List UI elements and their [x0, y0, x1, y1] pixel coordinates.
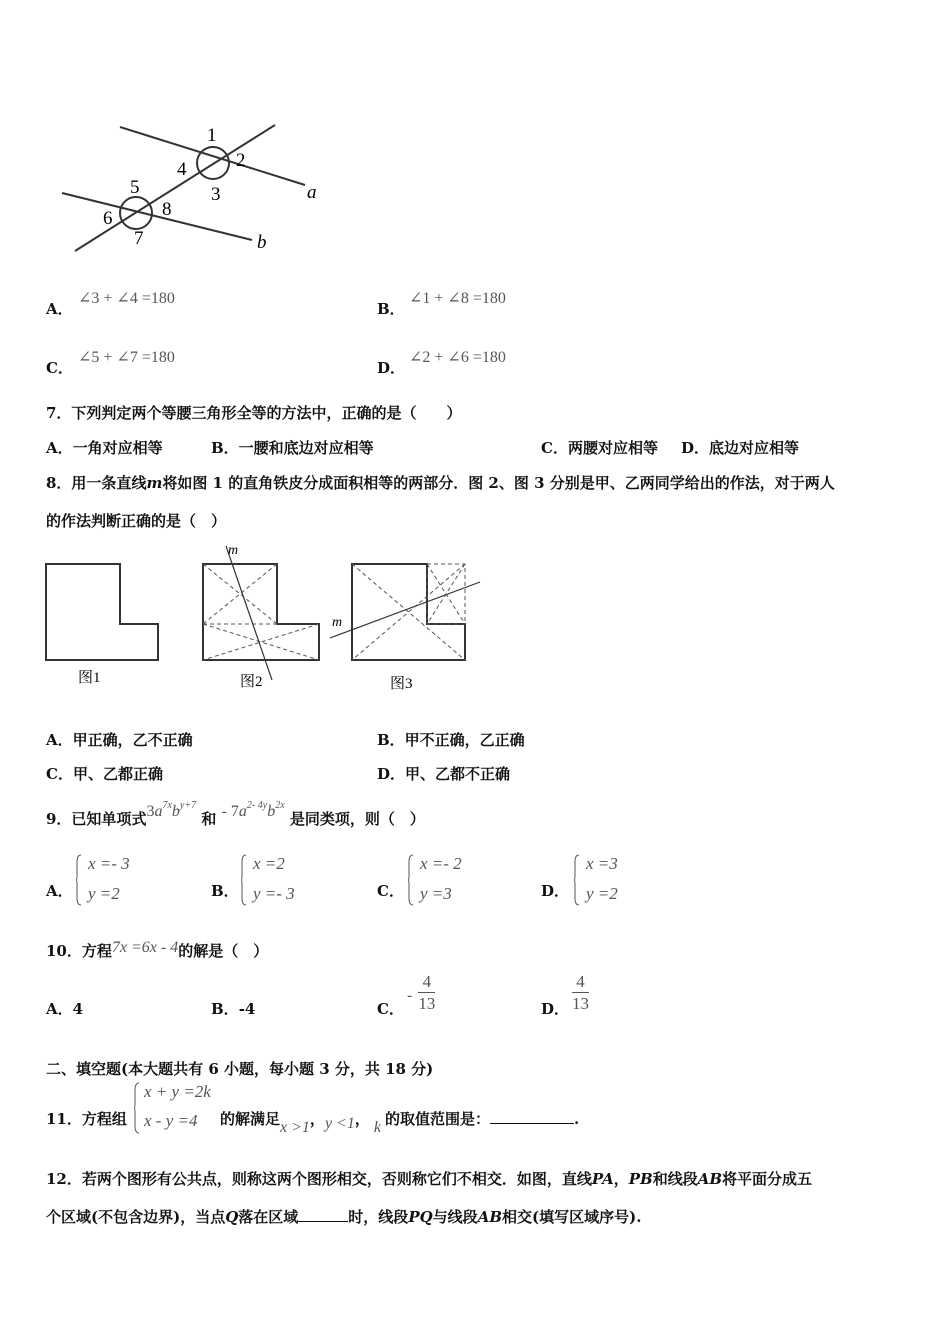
- q9-option-b-letter: B．: [211, 882, 239, 900]
- angle-label-7: 7: [134, 228, 144, 249]
- line-label-b: b: [257, 232, 267, 253]
- q12-line1: [46, 1168, 812, 1189]
- q9-stem: [46, 800, 425, 829]
- fig2-line-label: m: [228, 543, 239, 558]
- q12-pq: PQ: [408, 1208, 433, 1226]
- q10-option-d-letter: D．: [541, 1000, 570, 1018]
- q12-ab2: AB: [477, 1208, 503, 1226]
- q8-stem-line1: [46, 472, 835, 493]
- q9-monomial-2: [221, 800, 285, 820]
- q6-option-d[interactable]: [377, 357, 405, 378]
- fig3-label: 图3: [390, 676, 413, 692]
- q11-middle: 的解满足: [220, 1110, 281, 1128]
- q6-option-d-letter: D．: [377, 359, 406, 377]
- q9-option-a-line1: x =- 3: [88, 854, 130, 873]
- q9-option-d-line1: x =3: [586, 854, 618, 873]
- q10-option-c-num: 4: [418, 972, 435, 993]
- q12-sep1: ，: [613, 1170, 629, 1188]
- q9-and: 和: [201, 810, 217, 828]
- q12-ab: AB: [697, 1170, 723, 1188]
- q11-answer-blank[interactable]: [490, 1123, 574, 1124]
- q10-option-d-num: 4: [572, 972, 589, 993]
- q9-option-c-letter: C．: [377, 882, 404, 900]
- q11-prefix: 11．方程组: [46, 1110, 127, 1128]
- q11-equation-1: x + y =2k: [144, 1082, 211, 1101]
- q12-line2-d: 与线段: [432, 1208, 478, 1226]
- q10-option-c-fraction: [418, 972, 435, 1015]
- q9-option-a-letter: A．: [46, 882, 73, 900]
- q6-option-c-letter: C．: [46, 359, 73, 377]
- q11-suffix: 的取值范围是：: [384, 1110, 490, 1128]
- q7-stem: 7．下列判定两个等腰三角形全等的方法中，正确的是（ ）: [46, 404, 462, 422]
- q9-prefix: 9．已知单项式: [46, 810, 147, 828]
- angle-label-3: 3: [211, 184, 221, 205]
- q10-option-a-value: 4: [72, 1000, 84, 1018]
- q8-option-b[interactable]: B．甲不正确，乙正确: [377, 731, 525, 749]
- q10-option-d[interactable]: [541, 998, 569, 1019]
- q10-option-b-letter: B．: [211, 1000, 239, 1018]
- q10-option-b-value: -4: [238, 1000, 256, 1018]
- q12-line2-c: 时，线段: [348, 1208, 409, 1226]
- q12-line1-b: 和线段: [652, 1170, 698, 1188]
- q9-mono2-b-exp: 2x: [275, 800, 285, 811]
- q10-option-d-den: 13: [572, 994, 589, 1013]
- q12-q: Q: [225, 1208, 239, 1226]
- q9-option-d-system: [574, 854, 654, 910]
- q12-pa: PA: [591, 1170, 614, 1188]
- q12-line1-c: 将平面分成五: [722, 1170, 813, 1188]
- line-label-a: a: [307, 182, 317, 203]
- parallel-lines-figure: [50, 115, 340, 260]
- angle-label-8: 8: [162, 199, 172, 220]
- q7-option-c[interactable]: C．两腰对应相等: [541, 439, 658, 457]
- q12-line2-e: 相交(填写区域序号).: [502, 1208, 642, 1226]
- q11-system: [134, 1082, 224, 1138]
- q9-option-b[interactable]: [211, 880, 239, 901]
- angle-label-5: 5: [130, 177, 140, 198]
- q12-answer-blank[interactable]: [298, 1221, 348, 1222]
- q9-mono1-b: b: [171, 803, 180, 820]
- q9-mono2-b: b: [267, 803, 276, 820]
- q10-equation: 7x =6x - 4: [111, 939, 179, 956]
- q6-option-d-math: ∠2 + ∠6 =180: [409, 349, 506, 366]
- q10-option-c-den: 13: [418, 994, 436, 1013]
- q9-monomial-1: [146, 800, 197, 820]
- q6-option-c[interactable]: [46, 357, 73, 378]
- q11-comma-1: ，: [309, 1110, 325, 1128]
- section2-title: 二、填空题(本大题共有 6 小题，每小题 3 分，共 18 分): [46, 1060, 434, 1078]
- angle-label-4: 4: [177, 159, 187, 180]
- q9-mono1-a: a: [154, 803, 163, 820]
- q9-option-c-system: [408, 854, 488, 910]
- q8-stem-part2: 将如图 1 的直角铁皮分成面积相等的两部分．图 2、图 3 分别是甲、乙两同学给出的作法，对于两人: [162, 474, 835, 492]
- q11-cond-y: y <1: [324, 1115, 355, 1132]
- q9-mono2-coef: - 7: [221, 803, 239, 820]
- q10-option-d-value: [572, 972, 589, 1015]
- q10-option-c-value: [407, 972, 435, 1015]
- q8-stem-part1: 8．用一条直线: [46, 474, 147, 492]
- q8-option-d[interactable]: D．甲、乙都不正确: [377, 765, 511, 783]
- q9-option-c-line1: x =- 2: [420, 854, 462, 873]
- q10-option-d-fraction: [572, 972, 589, 1015]
- q9-mono2-a: a: [238, 803, 247, 820]
- q9-mono1-b-exp: y+7: [179, 800, 197, 811]
- q9-mono2-a-exp: 2- 4y: [246, 800, 268, 811]
- q7-option-d[interactable]: D．底边对应相等: [681, 439, 800, 457]
- q9-option-c[interactable]: [377, 880, 404, 901]
- q6-option-c-math: ∠5 + ∠7 =180: [78, 349, 175, 366]
- q6-option-b[interactable]: [377, 298, 405, 319]
- q9-option-d[interactable]: [541, 880, 569, 901]
- q6-option-a-math: ∠3 + ∠4 =180: [78, 290, 175, 307]
- q8-option-a[interactable]: A．甲正确，乙不正确: [46, 731, 193, 749]
- q6-option-a-letter: A．: [46, 300, 73, 318]
- q10-prefix: 10．方程: [46, 942, 112, 960]
- angle-label-1: 1: [207, 125, 217, 146]
- q7-option-b[interactable]: B．一腰和底边对应相等: [211, 439, 374, 457]
- q9-option-a-line2: y =2: [88, 884, 120, 903]
- q9-option-b-system: [241, 854, 321, 910]
- q10-stem: [46, 940, 268, 961]
- q11-var-k: k: [373, 1119, 381, 1136]
- q9-option-a[interactable]: [46, 880, 73, 901]
- q9-option-c-line2: y =3: [420, 884, 452, 903]
- q10-option-b[interactable]: [211, 998, 255, 1019]
- q9-option-d-letter: D．: [541, 882, 570, 900]
- fig1-l-shape: [46, 564, 158, 660]
- q12-line2: [46, 1206, 641, 1227]
- fig3-line-label: m: [332, 615, 343, 630]
- q12-pb: PB: [628, 1170, 653, 1188]
- q10-option-a[interactable]: [46, 998, 83, 1019]
- angle-label-2: 2: [236, 150, 246, 171]
- angle-label-6: 6: [103, 208, 113, 229]
- q11-cond-x: x >1: [280, 1119, 310, 1136]
- q9-mono1-coef: 3: [146, 803, 155, 820]
- q10-option-c-sign: -: [407, 987, 413, 1004]
- q6-option-a[interactable]: [46, 298, 73, 319]
- q6-option-b-letter: B．: [377, 300, 405, 318]
- q9-option-a-system: [76, 854, 156, 910]
- q9-option-b-line1: x =2: [253, 854, 285, 873]
- q9-suffix: 是同类项，则（ ）: [289, 810, 425, 828]
- q12-line2-a: 个区域(不包含边界)，当点: [46, 1208, 226, 1226]
- q6-option-b-math: ∠1 + ∠8 =180: [409, 290, 506, 307]
- q11-rest: [220, 1108, 580, 1136]
- q11-end: .: [573, 1110, 580, 1128]
- q8-stem-line2: 的作法判断正确的是（ ）: [46, 512, 227, 530]
- q9-option-d-line2: y =2: [586, 884, 618, 903]
- q12-line1-a: 12．若两个图形有公共点，则称这两个图形相交，否则称它们不相交．如图，直线: [46, 1170, 592, 1188]
- fig1-label: 图1: [78, 670, 101, 686]
- q10-option-a-letter: A．: [46, 1000, 73, 1018]
- q8-option-c[interactable]: C．甲、乙都正确: [46, 765, 163, 783]
- q9-mono1-a-exp: 7x: [162, 800, 172, 811]
- q10-option-c[interactable]: [377, 998, 404, 1019]
- q12-line2-b: 落在区域: [238, 1208, 299, 1226]
- q7-option-a[interactable]: A．一角对应相等: [46, 439, 163, 457]
- fig2-label: 图2: [240, 674, 263, 690]
- q11-comma-2: ，: [354, 1110, 370, 1128]
- q10-suffix: 的解是（ ）: [178, 942, 269, 960]
- q8-figures: [40, 538, 490, 698]
- q11-equation-2: x - y =4: [144, 1111, 198, 1130]
- q9-option-b-line2: y =- 3: [253, 884, 295, 903]
- q10-option-c-letter: C．: [377, 1000, 404, 1018]
- q8-stem-m: m: [146, 474, 163, 492]
